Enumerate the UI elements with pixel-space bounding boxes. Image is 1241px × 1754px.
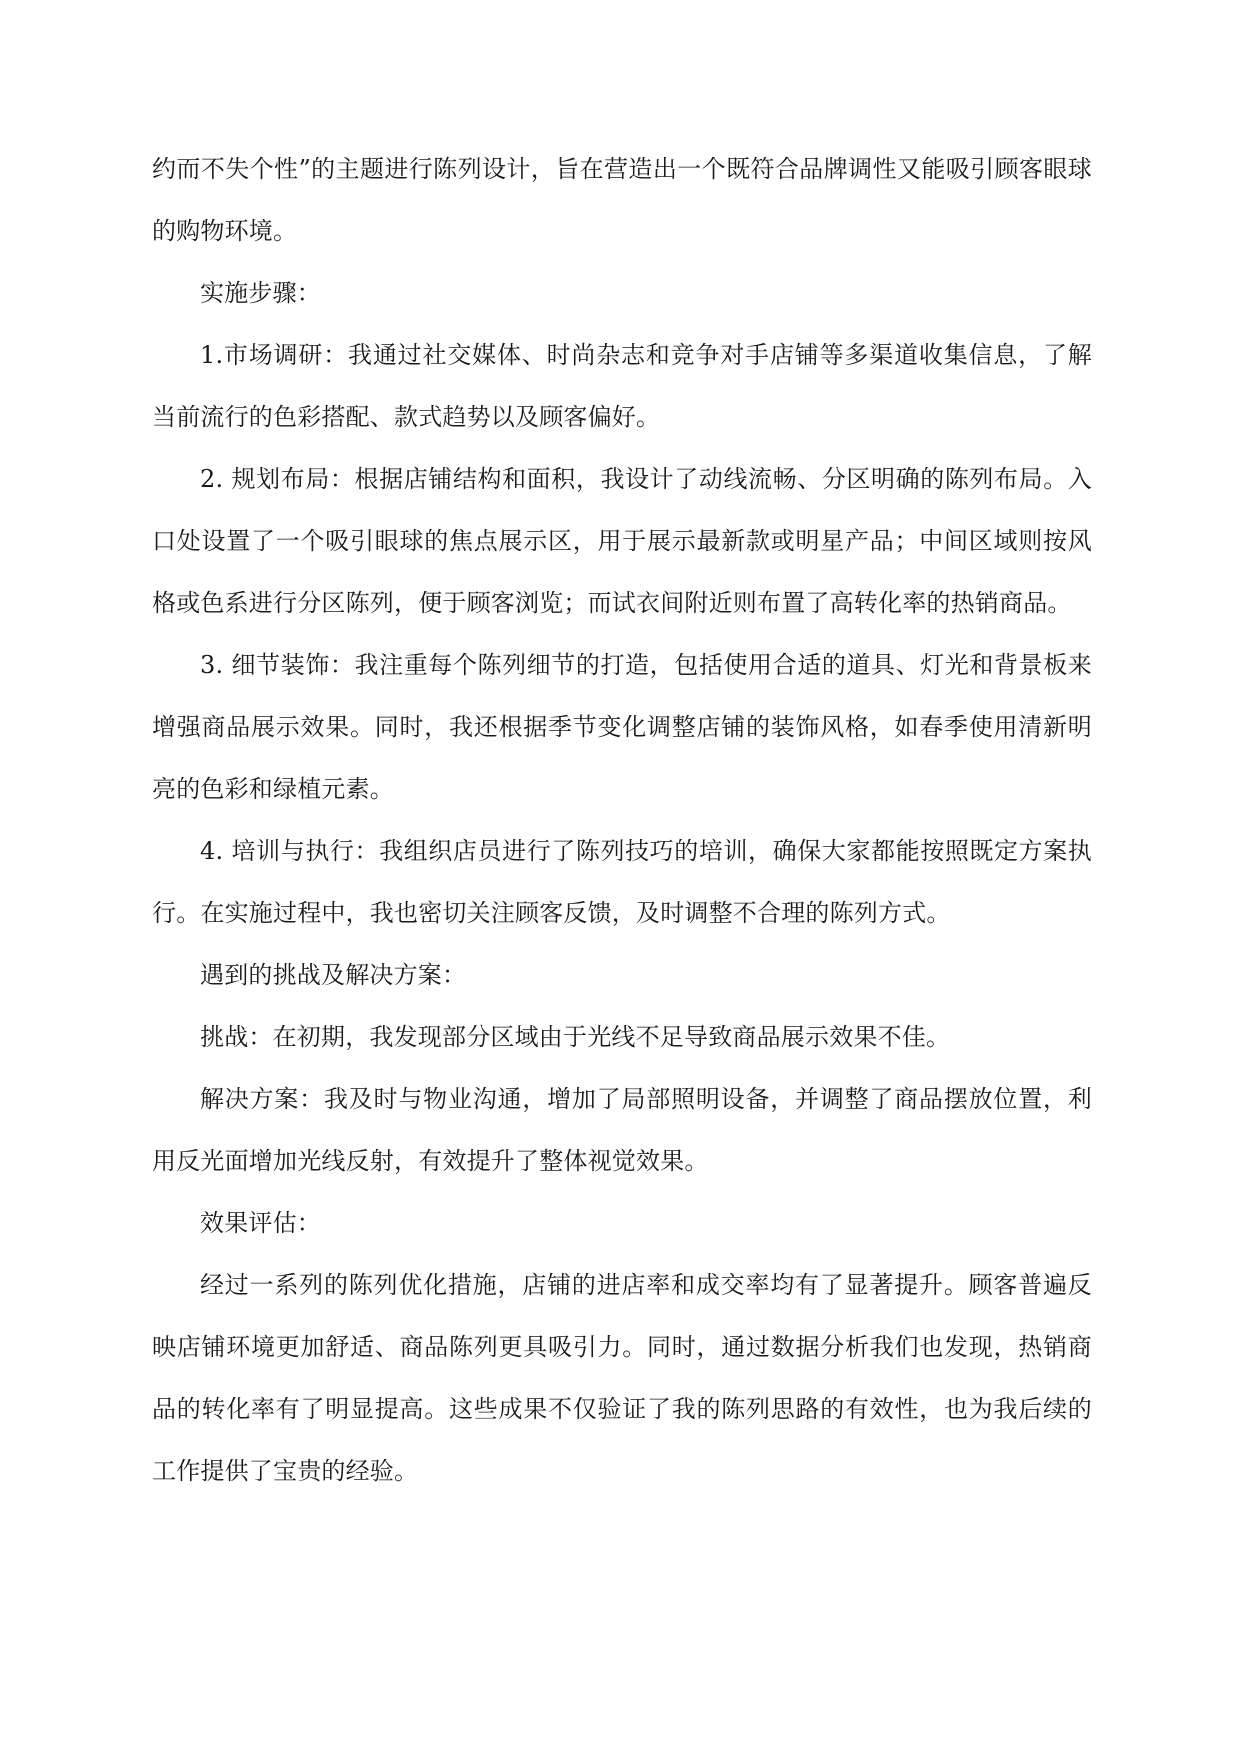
paragraph-step-detail-decoration: 3. 细节装饰：我注重每个陈列细节的打造，包括使用合适的道具、灯光和背景板来增强商品展示效果。同时，我还根据季节变化调整店铺的装饰风格，如春季使用清新明亮的色彩和绿植元素。 [152, 651, 1092, 803]
paragraph-step-training-execution: 4. 培训与执行：我组织店员进行了陈列技巧的培训，确保大家都能按照既定方案执行。在实施过程中，我也密切关注顾客反馈，及时调整不合理的陈列方式。 [152, 837, 1092, 927]
paragraph-challenge: 挑战：在初期，我发现部分区域由于光线不足导致商品展示效果不佳。 [200, 1023, 951, 1051]
paragraph-step-layout-planning: 2. 规划布局：根据店铺结构和面积，我设计了动线流畅、分区明确的陈列布局。入口处设置了一个吸引眼球的焦点展示区，用于展示最新款或明星产品；中间区域则按风格或色系进行分区陈列，便于顾客浏览；而试衣间附近则布置了高转化率的热销商品。 [152, 465, 1092, 617]
paragraph-evaluation: 经过一系列的陈列优化措施，店铺的进店率和成交率均有了显著提升。顾客普遍反映店铺环境更加舒适、商品陈列更具吸引力。同时，通过数据分析我们也发现，热销商品的转化率有了明显提高。这些成果不仅验证了我的陈列思路的有效性，也为我后续的工作提供了宝贵的经验。 [152, 1271, 1092, 1485]
heading-implementation-steps: 实施步骤： [200, 279, 321, 307]
paragraph-step-market-research: 1.市场调研：我通过社交媒体、时尚杂志和竞争对手店铺等多渠道收集信息，了解当前流行的色彩搭配、款式趋势以及顾客偏好。 [152, 341, 1092, 431]
heading-challenges-solutions: 遇到的挑战及解决方案： [200, 961, 467, 989]
document-page [152, 138, 1092, 1502]
paragraph-intro-continuation: 约而不失个性”的主题进行陈列设计，旨在营造出一个既符合品牌调性又能吸引顾客眼球的购物环境。 [152, 155, 1092, 245]
paragraph-solution: 解决方案：我及时与物业沟通，增加了局部照明设备，并调整了商品摆放位置，利用反光面增加光线反射，有效提升了整体视觉效果。 [152, 1085, 1092, 1175]
heading-effect-evaluation: 效果评估： [200, 1209, 321, 1237]
